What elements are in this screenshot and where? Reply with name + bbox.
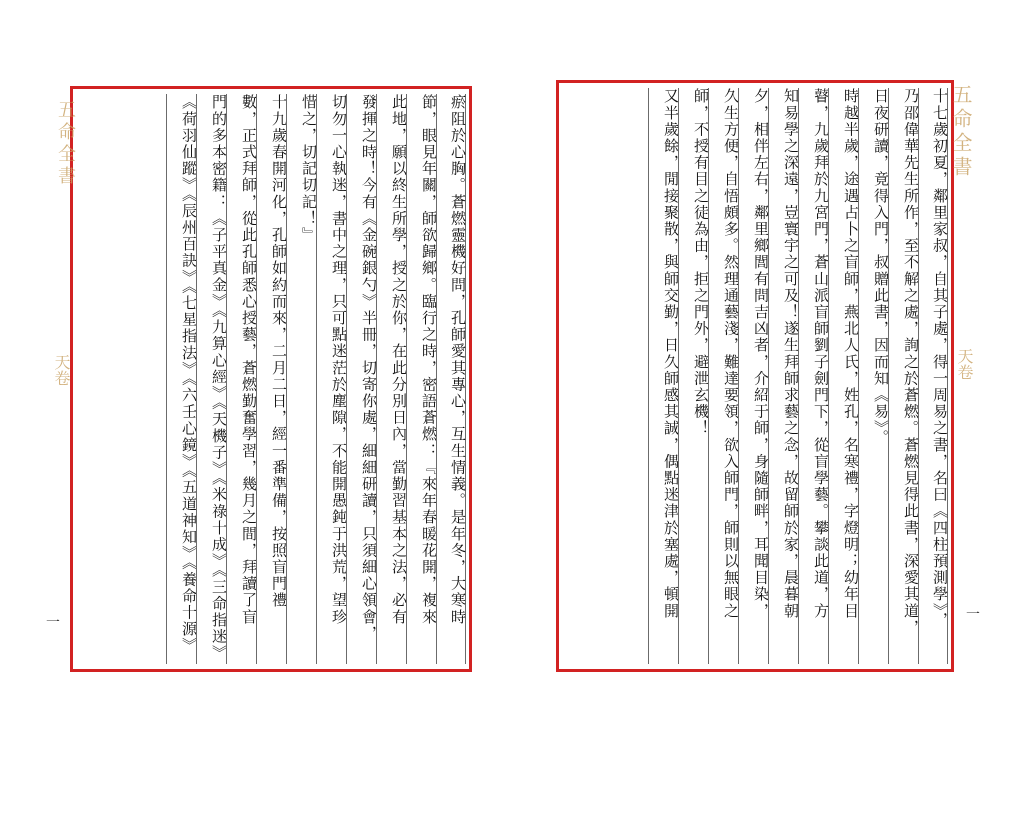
text-column: 瞽，九歲拜於九宮門，蒼山派盲師劉子劍門下，從盲學藝。攀談此道，方 xyxy=(798,88,828,664)
right-page-margin xyxy=(949,80,980,672)
text-column: 《荷羽仙蹤》《辰州百訣》《七星指法》《六壬心鏡》《五道神知》《養命十源》 xyxy=(166,94,196,664)
right-page-left-rule xyxy=(556,80,559,672)
text-column: 瘀阻於心胸。蒼燃靈機好問，孔師愛其專心，互生情義。是年冬，大寒時 xyxy=(436,94,466,664)
text-column: 數，正式拜師，從此孔師悉心授藝，蒼燃勤奮學習，幾月之間，拜讀了盲 xyxy=(226,94,256,664)
text-column: 發揮之時！今有《金碗銀勺》半冊，切寄你處，細細研讀，只須細心領會， xyxy=(346,94,376,664)
right-page-top-rule xyxy=(556,80,954,83)
text-column: 十九歲春開河化，孔師如約而來，二月二日，經一番準備，按照盲門禮 xyxy=(256,94,286,664)
text-column: 節，眼見年關，師欲歸鄉。臨行之時，密語蒼燃：『來年春暖花開，複來 xyxy=(406,94,436,664)
text-column: 知易學之深遠，豈寰宇之可及！遂生拜師求藝之念，故留師於家，晨暮朝 xyxy=(768,88,798,664)
text-column: 門的多本密籍：《子平真金》《九算心經》《天機子》《米祿十成》《三命指迷》 xyxy=(196,94,226,664)
text-column: 十七歲初夏，鄰里家叔，自其子處，得一周易之書，名曰《四柱預測學》， xyxy=(918,88,948,664)
text-column: 日夜研讀，竟得入門，叔贈此書，因而知《易》。 xyxy=(858,88,888,664)
text-column: 惜之，切記切記！』 xyxy=(286,94,316,664)
right-page xyxy=(556,80,980,672)
right-page-mark: 一 xyxy=(966,607,980,623)
right-page-columns xyxy=(564,88,948,664)
text-column: 久生方便，自悟頗多。然理通藝淺，難達要領，欲入師門，師則以無眼之 xyxy=(708,88,738,664)
left-page-top-rule xyxy=(70,86,472,89)
text-column: 乃邵偉華先生所作，至不解之處，詢之於蒼燃。蒼燃見得此書，深愛其道， xyxy=(888,88,918,664)
left-page-margin xyxy=(46,86,76,672)
left-page xyxy=(46,86,472,672)
right-margin-mark: 天卷 xyxy=(955,348,974,380)
text-column: 此地，願以終生所學，授之於你，在此分別日內，當勤習基本之法，必有 xyxy=(376,94,406,664)
text-column: 夕，相伴左右，鄰里鄉閭有問吉凶者，介紹于師，身隨師畔，耳聞目染， xyxy=(738,88,768,664)
left-page-columns xyxy=(84,94,466,664)
left-page-bottom-rule xyxy=(70,669,472,672)
text-column: 切勿一心執迷，書中之理，只可點迷茫於塵隙，不能開愚鈍于洪荒，望珍 xyxy=(316,94,346,664)
left-page-mark: 一 xyxy=(46,615,60,631)
right-margin-title: 五命全書 xyxy=(949,84,973,180)
text-column: 時越半歲，途遇占卜之盲師，燕北人氏，姓孔，名寒禮，字燈明；幼年目 xyxy=(828,88,858,664)
left-page-right-rule xyxy=(469,86,472,672)
left-margin-title: 五命全書 xyxy=(55,100,76,188)
text-column: 師，不授有目之徒為由，拒之門外，避泄玄機！ xyxy=(678,88,708,664)
right-page-bottom-rule xyxy=(556,669,954,672)
left-margin-mark: 天卷 xyxy=(52,354,71,386)
text-column: 又半歲餘，閒接聚散，與師交勤，日久師感其誠，偶點迷津於塞處，頓開 xyxy=(648,88,678,664)
